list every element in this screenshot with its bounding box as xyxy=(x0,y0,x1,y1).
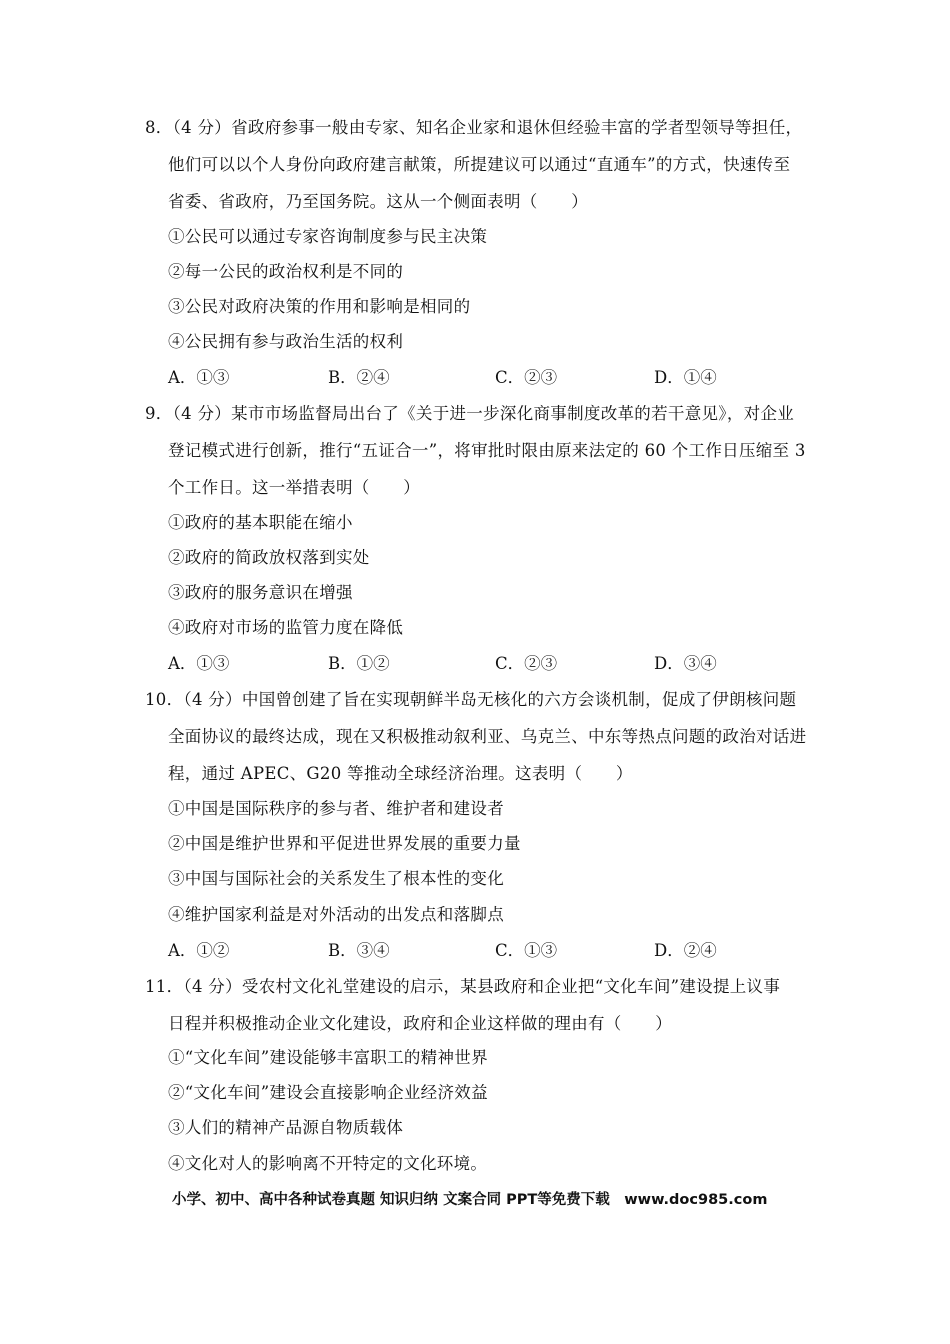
answer-choice-a: A．①② xyxy=(168,941,230,960)
statement-option: ①“文化车间”建设能够丰富职工的精神世界 xyxy=(168,1048,488,1067)
statement-option: ③人们的精神产品源自物质载体 xyxy=(168,1118,404,1137)
answer-choices xyxy=(168,368,868,388)
question-stem: 8．（4 分）省政府参事一般由专家、知名企业家和退休但经验丰富的学者型领导等担任， xyxy=(145,118,803,137)
answer-choice-d: D．①④ xyxy=(654,368,717,387)
question-stem: 个工作日。这一举措表明（ ） xyxy=(168,478,420,497)
question-stem: 程，通过 APEC、G20 等推动全球经济治理。这表明（ ） xyxy=(168,764,633,783)
answer-choice-a: A．①③ xyxy=(168,654,230,673)
statement-option: ③公民对政府决策的作用和影响是相同的 xyxy=(168,297,471,316)
statement-option: ③政府的服务意识在增强 xyxy=(168,583,353,602)
statement-option: ②政府的简政放权落到实处 xyxy=(168,548,370,567)
answer-choice-b: B．②④ xyxy=(328,368,390,387)
statement-option: ②“文化车间”建设会直接影响企业经济效益 xyxy=(168,1083,488,1102)
question-stem: 他们可以以个人身份向政府建言献策，所提建议可以通过“直通车”的方式，快速传至 xyxy=(168,155,791,174)
statement-option: ②每一公民的政治权利是不同的 xyxy=(168,262,404,281)
answer-choice-c: C．②③ xyxy=(495,654,558,673)
statement-option: ③中国与国际社会的关系发生了根本性的变化 xyxy=(168,869,504,888)
statement-option: ②中国是维护世界和平促进世界发展的重要力量 xyxy=(168,834,521,853)
answer-choice-c: C．①③ xyxy=(495,941,558,960)
question-stem: 10．（4 分）中国曾创建了旨在实现朝鲜半岛无核化的六方会谈机制，促成了伊朗核问题 xyxy=(145,690,797,709)
question-stem: 登记模式进行创新，推行“五证合一”，将审批时限由原来法定的 60 个工作日压缩至 3 xyxy=(168,441,806,460)
answer-choice-a: A．①③ xyxy=(168,368,230,387)
question-stem: 日程并积极推动企业文化建设，政府和企业这样做的理由有（ ） xyxy=(168,1014,672,1033)
answer-choice-b: B．①② xyxy=(328,654,390,673)
answer-choice-c: C．②③ xyxy=(495,368,558,387)
statement-option: ④维护国家利益是对外活动的出发点和落脚点 xyxy=(168,905,504,924)
answer-choice-d: D．②④ xyxy=(654,941,717,960)
download-footer: 小学、初中、高中各种试卷真题 知识归纳 文案合同 PPT等免费下载 www.doc985.com xyxy=(172,1192,768,1208)
answer-choices xyxy=(168,941,868,961)
statement-option: ④政府对市场的监管力度在降低 xyxy=(168,618,404,637)
question-stem: 11．（4 分）受农村文化礼堂建设的启示，某县政府和企业把“文化车间”建设提上议事 xyxy=(145,977,781,996)
question-stem: 全面协议的最终达成，现在又积极推动叙利亚、乌克兰、中东等热点问题的政治对话进 xyxy=(168,727,807,746)
question-stem: 9．（4 分）某市市场监督局出台了《关于进一步深化商事制度改革的若干意见》，对企业 xyxy=(145,404,795,423)
answer-choice-d: D．③④ xyxy=(654,654,717,673)
answer-choice-b: B．③④ xyxy=(328,941,390,960)
statement-option: ①政府的基本职能在缩小 xyxy=(168,513,353,532)
statement-option: ①中国是国际秩序的参与者、维护者和建设者 xyxy=(168,799,504,818)
question-stem: 省委、省政府，乃至国务院。这从一个侧面表明（ ） xyxy=(168,192,588,211)
statement-option: ①公民可以通过专家咨询制度参与民主决策 xyxy=(168,227,488,246)
answer-choices xyxy=(168,654,868,674)
statement-option: ④公民拥有参与政治生活的权利 xyxy=(168,332,404,351)
statement-option: ④文化对人的影响离不开特定的文化环境。 xyxy=(168,1154,488,1173)
